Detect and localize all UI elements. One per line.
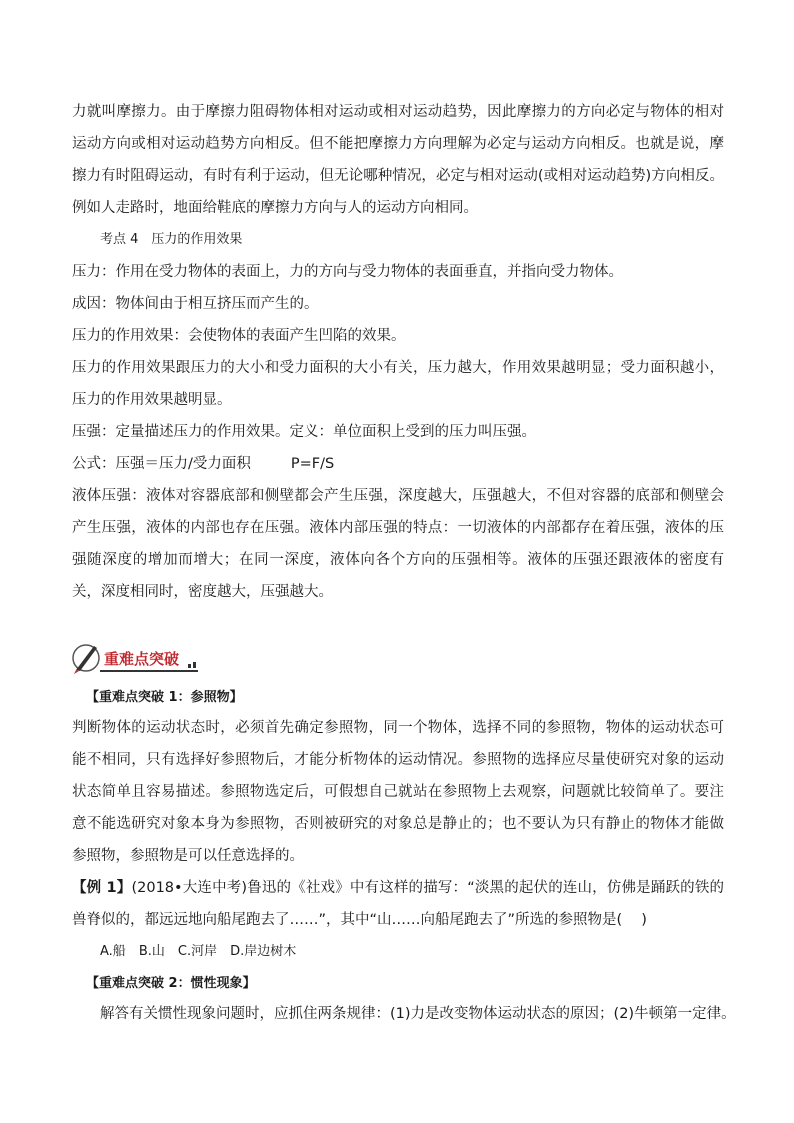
breakthrough2-heading: 【重难点突破 2：惯性现象】 — [86, 976, 256, 991]
option-a: A.船 — [100, 944, 126, 959]
section-banner-title: 重难点突破 — [104, 650, 180, 668]
breakthrough1-body: 判断物体的运动状态时，必须首先确定参照物，同一个物体，选择不同的参照物，物体的运动状态可能不相同，只有选择好参照物后，才能分析物体的运动情况。参照物的选择应尽量使研究对象的运动状态简单且容易描述。参照物选定后，可假想自己就站在参照物上去观察，问题就比较简单了。要注意不能选研究对象本身为参照物，否则被研究的对象总是静止的；也不要认为只有静止的物体才能做参照物，参照物是可以任意选择的。 — [72, 720, 724, 864]
option-b: B.山 — [138, 944, 165, 959]
option-c: C.河岸 — [177, 944, 218, 959]
intro-paragraph: 力就叫摩擦力。由于摩擦力阻碍物体相对运动或相对运动趋势，因此摩擦力的方向必定与物体的相对运动方向或相对运动趋势方向相反。但不能把摩擦力方向理解为必定与运动方向相反。也就是说，摩擦力有时阻碍运动，有时有利于运动，但无论哪种情况，必定与相对运动(或相对运动趋势)方向相反。例如人走路时，地面给鞋底的摩擦力方向与人的运动方向相同。 — [72, 104, 724, 216]
kaodian4-heading: 考点 4 压力的作用效果 — [100, 232, 243, 247]
example1-text: (2018•大连中考)鲁迅的《社戏》中有这样的描写：“淡黑的起伏的连山，仿佛是踊跃的铁的兽脊似的，都远远地向船尾跑去了……”，其中“山……向船尾跑去了”所选的参照物是( ) — [72, 880, 725, 928]
pressure-effect: 压力的作用效果：会使物体的表面产生凹陷的效果。 — [72, 328, 406, 344]
pressure-definition: 压力：作用在受力物体的表面上，力的方向与受力物体的表面垂直，并指向受力物体。 — [72, 264, 623, 280]
section-banner — [70, 640, 210, 676]
option-d: D.岸边树木 — [230, 944, 297, 959]
breakthrough1-heading: 【重难点突破 1：参照物】 — [86, 690, 243, 705]
pressure-factors: 压力的作用效果跟压力的大小和受力面积的大小有关，压力越大，作用效果越明显；受力面积越小，压力的作用效果越明显。 — [72, 360, 724, 408]
pressure-cause: 成因：物体间由于相互挤压而产生的。 — [72, 296, 319, 312]
example1-label: 【例 1】 — [72, 880, 132, 896]
formula-label: 公式：压强＝压力/受力面积 — [72, 456, 251, 472]
breakthrough2-body: 解答有关惯性现象问题时，应抓住两条规律：(1)力是改变物体运动状态的原因；(2)牛顿第一定律。 — [100, 1006, 736, 1022]
example1-question — [72, 872, 724, 936]
pressure-intensity: 压强：定量描述压力的作用效果。定义：单位面积上受到的压力叫压强。 — [72, 424, 536, 440]
liquid-pressure-paragraph: 液体压强：液体对容器底部和侧壁都会产生压强，深度越大，压强越大，不但对容器的底部和侧壁会产生压强，液体的内部也存在压强。液体内部压强的特点：一切液体的内部都存在着压强，液体的压强随深度的增加而增大；在同一深度，液体向各个方向的压强相等。液体的压强还跟液体的密度有关，深度相同时，密度越大，压强越大。 — [72, 488, 724, 600]
example1-options — [100, 942, 296, 962]
formula-line — [72, 454, 334, 474]
formula: P=F/S — [290, 456, 335, 472]
